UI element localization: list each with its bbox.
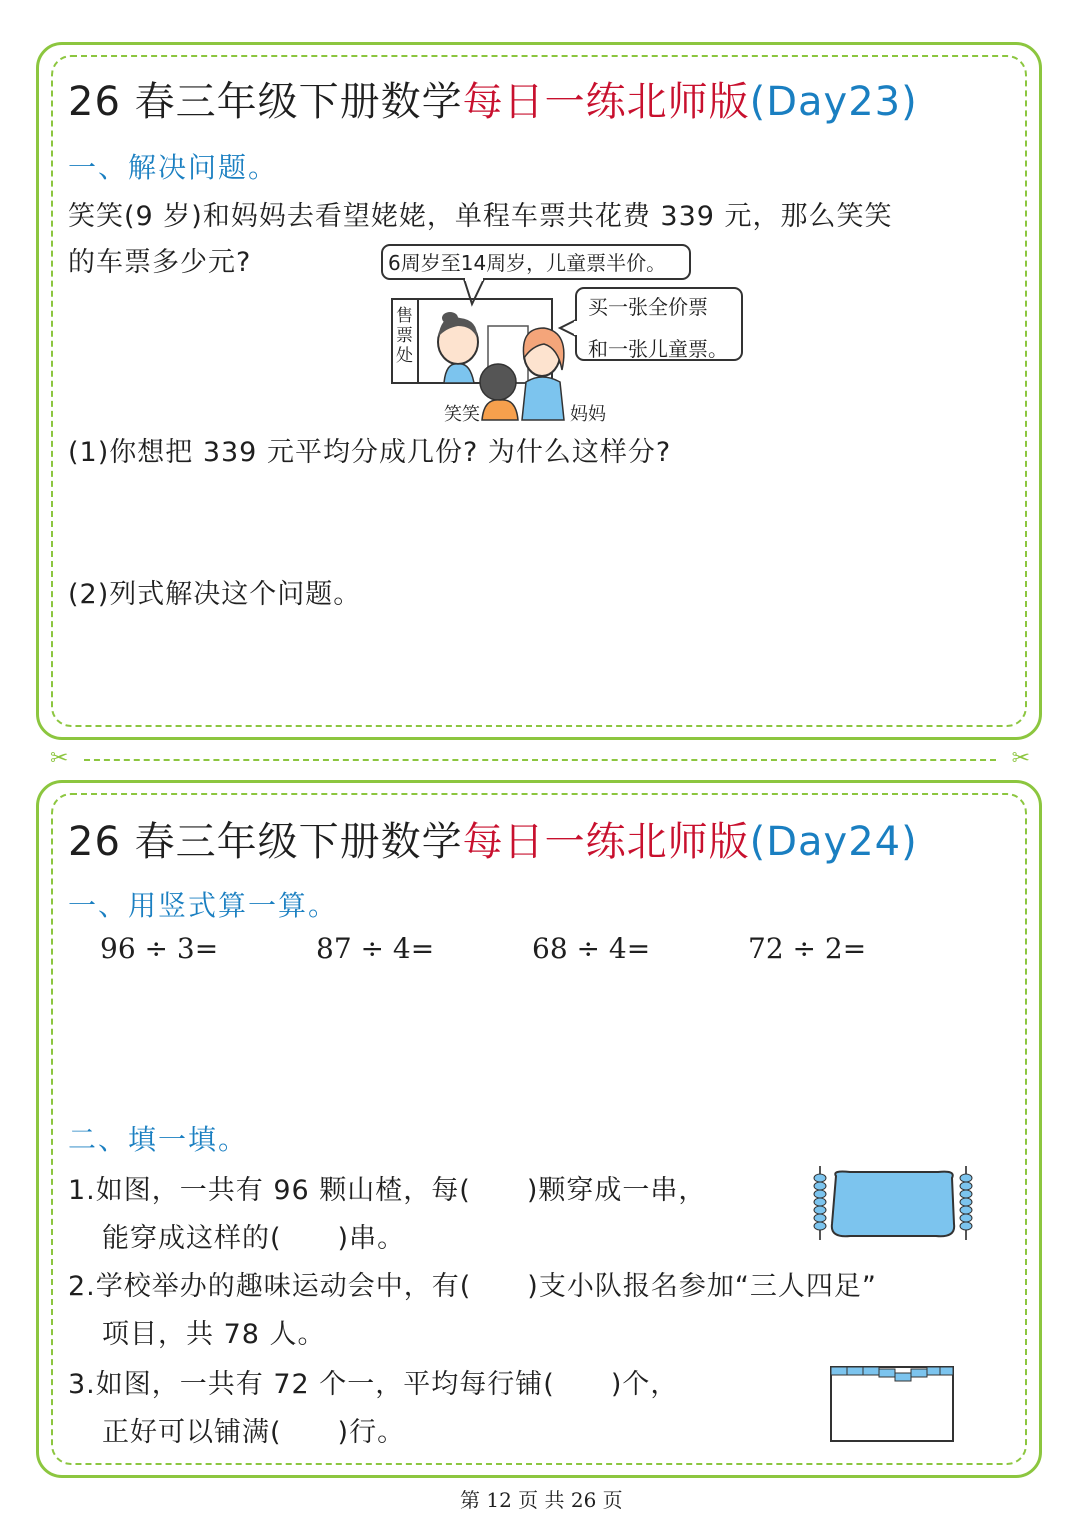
title-main-text: 26 春三年级下册数学 (68, 819, 463, 865)
problem-text-line1: 笑笑(9 岁)和妈妈去看望姥姥，单程车票共花费 339 元，那么笑笑 (68, 201, 893, 232)
equation-3: 68 ÷ 4= (532, 932, 651, 965)
question-2: (2)列式解决这个问题。 (68, 579, 362, 610)
fill-question-3-line2: 正好可以铺满( )行。 (102, 1417, 406, 1448)
booth-sign-char: 售 (396, 306, 413, 326)
page-footer: 第 12 页 共 26 页 (460, 1488, 623, 1512)
label-xiaoxiao: 笑笑 (444, 404, 480, 425)
title-day23 (68, 70, 918, 127)
title-main-text: 26 春三年级下册数学 (68, 79, 463, 125)
booth-sign-char: 票 (396, 326, 413, 346)
ticket-booth-sign (396, 306, 414, 366)
hawthorn-skewer-illustration (810, 1164, 976, 1242)
tiling-rectangle-illustration (828, 1364, 956, 1444)
cut-line-divider (50, 746, 1030, 771)
section-heading-fill-in: 二、填一填。 (68, 1123, 249, 1156)
equation-1: 96 ÷ 3= (100, 932, 219, 965)
scissors-icon: ✂ (50, 746, 69, 771)
fill-question-2-line1: 2.学校举办的趣味运动会中，有( )支小队报名参加“三人四足” (68, 1271, 877, 1302)
mom-speech-line2: 和一张儿童票。 (588, 337, 728, 361)
label-mama: 妈妈 (570, 404, 606, 425)
dashed-cut-line (84, 759, 996, 761)
title-day-text: (Day24) (749, 819, 918, 865)
scissors-icon: ✂ (1011, 746, 1030, 771)
section-heading-problem-solving: 一、解决问题。 (68, 151, 279, 184)
title-day24 (68, 810, 918, 867)
rule-speech-bubble: 6周岁至14周岁，儿童票半价。 (388, 251, 667, 275)
mom-speech-line1: 买一张全价票 (588, 295, 708, 319)
equation-2: 87 ÷ 4= (316, 932, 435, 965)
section-heading-vertical-calculation: 一、用竖式算一算。 (68, 889, 339, 922)
question-1: (1)你想把 339 元平均分成几份? 为什么这样分? (68, 437, 672, 468)
booth-sign-char: 处 (396, 346, 413, 366)
problem-text-line2: 的车票多少元? (68, 247, 252, 278)
fill-question-1-line1: 1.如图，一共有 96 颗山楂，每( )颗穿成一串， (68, 1175, 707, 1206)
equation-4: 72 ÷ 2= (748, 932, 867, 965)
title-day-text: (Day23) (749, 79, 918, 125)
fill-question-3-line1: 3.如图，一共有 72 个一，平均每行铺( )个， (68, 1369, 679, 1400)
title-highlight-text: 每日一练北师版 (462, 79, 750, 125)
fill-question-1-line2: 能穿成这样的( )串。 (102, 1223, 406, 1254)
fill-question-2-line2: 项目，共 78 人。 (102, 1319, 326, 1350)
title-highlight-text: 每日一练北师版 (462, 819, 750, 865)
